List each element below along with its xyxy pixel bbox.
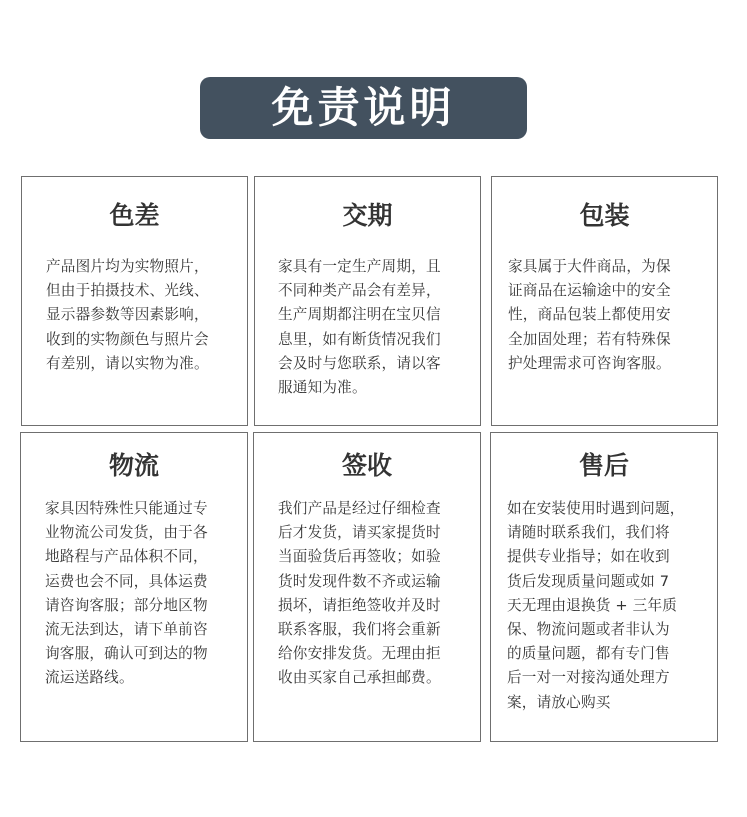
card-delivery-time bbox=[254, 176, 481, 426]
card-line: 我们产品是经过仔细检查 bbox=[278, 500, 441, 517]
card-line: 后一对一对接沟通处理方 bbox=[507, 669, 670, 687]
card-title: 色差 bbox=[109, 201, 160, 230]
card-line: 收由买家自己承担邮费。 bbox=[278, 669, 441, 687]
card-line: 不同种类产品会有差异， bbox=[278, 282, 441, 300]
card-title: 交期 bbox=[342, 201, 393, 230]
card-line: 案，请放心购买 bbox=[507, 693, 611, 711]
card-body bbox=[46, 255, 242, 376]
card-line: 息里，如有断货情况我们 bbox=[278, 330, 441, 348]
card-line: 显示器参数等因素影响， bbox=[46, 306, 209, 324]
card-line: 收到的实物颜色与照片会 bbox=[46, 330, 209, 348]
card-body bbox=[45, 497, 243, 691]
card-line: 请随时联系我们，我们将 bbox=[507, 524, 670, 542]
card-line: 损坏，请拒绝签收并及时 bbox=[278, 596, 441, 614]
card-line: 证商品在运输途中的安全 bbox=[508, 282, 671, 300]
card-line: 护处理需求可咨询客服。 bbox=[508, 354, 671, 372]
card-line: 当面验货后再签收；如验 bbox=[278, 548, 441, 566]
card-line: 保、物流问题或者非认为 bbox=[507, 621, 670, 639]
page-title: 免责说明 bbox=[271, 83, 456, 132]
card-color-difference bbox=[21, 176, 248, 426]
card-line: 的质量问题，都有专门售 bbox=[507, 645, 670, 663]
card-line: 请咨询客服；部分地区物 bbox=[45, 596, 208, 614]
card-line: 有差别，请以实物为准。 bbox=[46, 354, 209, 372]
title-banner bbox=[200, 77, 527, 139]
card-line: 给你安排发货。无理由拒 bbox=[278, 645, 441, 663]
card-line: 货后发现质量问题或如 7 bbox=[507, 572, 670, 590]
card-line: 性，商品包装上都使用安 bbox=[508, 306, 671, 324]
card-line: 家具有一定生产周期，且 bbox=[278, 258, 441, 275]
card-line: 流无法到达，请下单前咨 bbox=[45, 621, 208, 639]
card-packaging bbox=[491, 176, 718, 426]
card-line: 家具因特殊性只能通过专 bbox=[45, 500, 208, 517]
card-line: 后才发货，请买家提货时 bbox=[278, 524, 441, 542]
card-line: 服通知为准。 bbox=[278, 379, 367, 397]
card-body bbox=[278, 497, 476, 691]
card-sign-for bbox=[253, 432, 481, 742]
card-body bbox=[507, 497, 713, 715]
card-title: 签收 bbox=[341, 451, 392, 480]
card-body bbox=[278, 255, 474, 400]
card-line: 流运送路线。 bbox=[45, 669, 134, 687]
card-line: 天无理由退换货 + 三年质 bbox=[507, 596, 678, 614]
card-line: 询客服，确认可到达的物 bbox=[45, 645, 208, 663]
card-title: 包装 bbox=[579, 201, 630, 230]
card-line: 联系客服，我们将会重新 bbox=[278, 621, 441, 639]
card-line: 货时发现件数不齐或运输 bbox=[278, 572, 441, 590]
card-line: 家具属于大件商品，为保 bbox=[508, 258, 671, 275]
card-line: 全加固处理；若有特殊保 bbox=[508, 330, 671, 348]
card-line: 产品图片均为实物照片， bbox=[46, 258, 209, 275]
card-line: 提供专业指导；如在收到 bbox=[507, 548, 670, 566]
card-title: 物流 bbox=[108, 451, 159, 480]
card-line: 会及时与您联系，请以客 bbox=[278, 354, 441, 372]
card-line: 但由于拍摄技术、光线、 bbox=[46, 282, 209, 300]
card-line: 运费也会不同，具体运费 bbox=[45, 572, 208, 590]
card-body bbox=[508, 255, 710, 376]
card-after-sales bbox=[490, 432, 718, 742]
card-line: 地路程与产品体积不同， bbox=[45, 548, 208, 566]
card-line: 如在安装使用时遇到问题， bbox=[507, 500, 685, 517]
card-line: 生产周期都注明在宝贝信 bbox=[278, 306, 441, 324]
card-title: 售后 bbox=[578, 451, 629, 480]
card-line: 业物流公司发货，由于各 bbox=[45, 524, 208, 542]
card-logistics bbox=[20, 432, 248, 742]
